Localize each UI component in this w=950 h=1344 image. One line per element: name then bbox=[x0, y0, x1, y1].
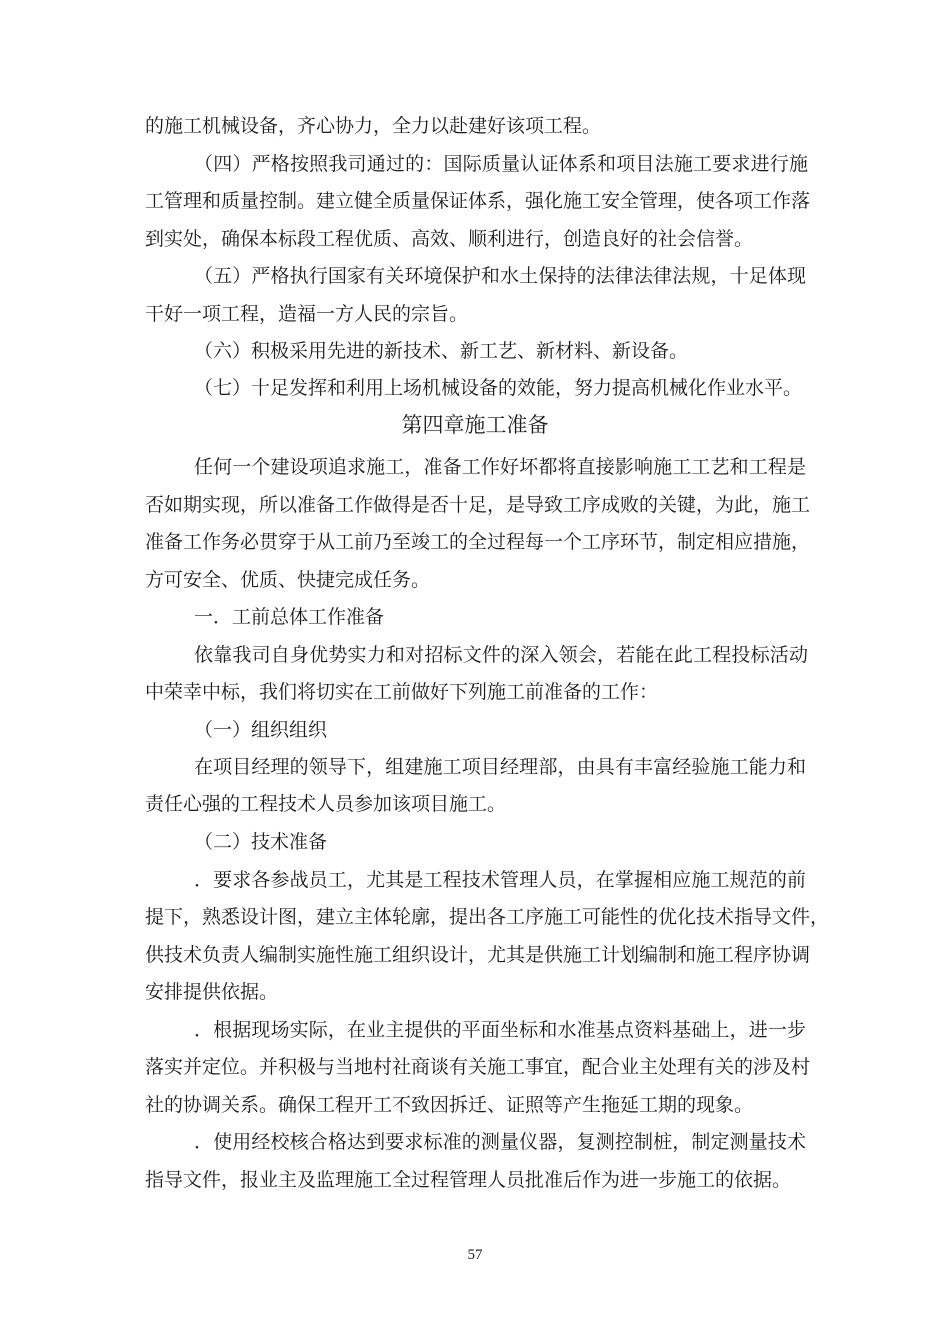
section-heading: 一．工前总体工作准备 bbox=[194, 606, 385, 628]
text-line: 安排提供依据。 bbox=[145, 981, 279, 1003]
text-line: （四）严格按照我司通过的：国际质量认证体系和项目法施工要求进行施 bbox=[194, 153, 808, 175]
page-number: 57 bbox=[467, 1247, 483, 1263]
text-line: 方可安全、优质、快捷完成任务。 bbox=[145, 569, 431, 591]
text-line: （七）十足发挥和利用上场机械设备的效能，努力提高机械化作业水平。 bbox=[194, 377, 803, 399]
text-line: 责任心强的工程技术人员参加该项目施工。 bbox=[145, 793, 507, 815]
text-line: 到实处，确保本标段工程优质、高效、顺利进行，创造良好的社会信誉。 bbox=[145, 228, 754, 250]
text-line: 提下，熟悉设计图，建立主体轮廓，提出各工序施工可能性的优化技术指导文件， bbox=[145, 906, 830, 928]
text-line: ．使用经校核合格达到要求标准的测量仪器，复测控制桩，制定测量技术 bbox=[194, 1131, 806, 1153]
text-line: 落实并定位。并积极与当地村社商谈有关施工事宜，配合业主处理有关的涉及村 bbox=[145, 1056, 811, 1078]
text-line: 任何一个建设项追求施工，准备工作好坏都将直接影响施工工艺和工程是 bbox=[194, 456, 806, 478]
text-line: 在项目经理的领导下，组建施工项目经理部，由具有丰富经验施工能力和 bbox=[194, 756, 806, 778]
text-line: ．根据现场实际，在业主提供的平面坐标和水准基点资料基础上，进一步 bbox=[194, 1019, 806, 1041]
text-line: 否如期实现，所以准备工作做得是否十足，是导致工序成败的关键，为此，施工 bbox=[145, 494, 811, 516]
text-line: 依靠我司自身优势实力和对招标文件的深入领会，若能在此工程投标活动 bbox=[194, 644, 808, 666]
text-line: 社的协调关系。确保工程开工不致因拆迁、证照等产生拖延工期的现象。 bbox=[145, 1094, 754, 1116]
chapter-heading: 第四章施工准备 bbox=[401, 413, 549, 437]
text-line: 中荣幸中标，我们将切实在工前做好下列施工前准备的工作： bbox=[145, 681, 659, 703]
text-line: 的施工机械设备，齐心协力，全力以赴建好该项工程。 bbox=[145, 115, 602, 137]
text-line: 供技术负责人编制实施性施工组织设计，尤其是供施工计划编制和施工程序协调 bbox=[145, 944, 811, 966]
subsection-heading: （二）技术准备 bbox=[194, 831, 328, 853]
text-line: 指导文件，报业主及监理施工全过程管理人员批准后作为进一步施工的依据。 bbox=[145, 1169, 792, 1191]
text-line: ．要求各参战员工，尤其是工程技术管理人员，在掌握相应施工规范的前 bbox=[194, 869, 806, 891]
text-line: 准备工作务必贯穿于从工前乃至竣工的全过程每一个工序环节，制定相应措施， bbox=[145, 531, 811, 553]
subsection-heading: （一）组织组织 bbox=[194, 719, 328, 741]
text-line: （六）积极采用先进的新技术、新工艺、新材料、新设备。 bbox=[194, 340, 689, 362]
text-line: 工管理和质量控制。建立健全质量保证体系，强化施工安全管理，使各项工作落 bbox=[145, 190, 811, 212]
text-line: （五）严格执行国家有关环境保护和水土保持的法律法律法规，十足体现 bbox=[194, 265, 806, 287]
text-line: 干好一项工程，造福一方人民的宗旨。 bbox=[145, 303, 469, 325]
